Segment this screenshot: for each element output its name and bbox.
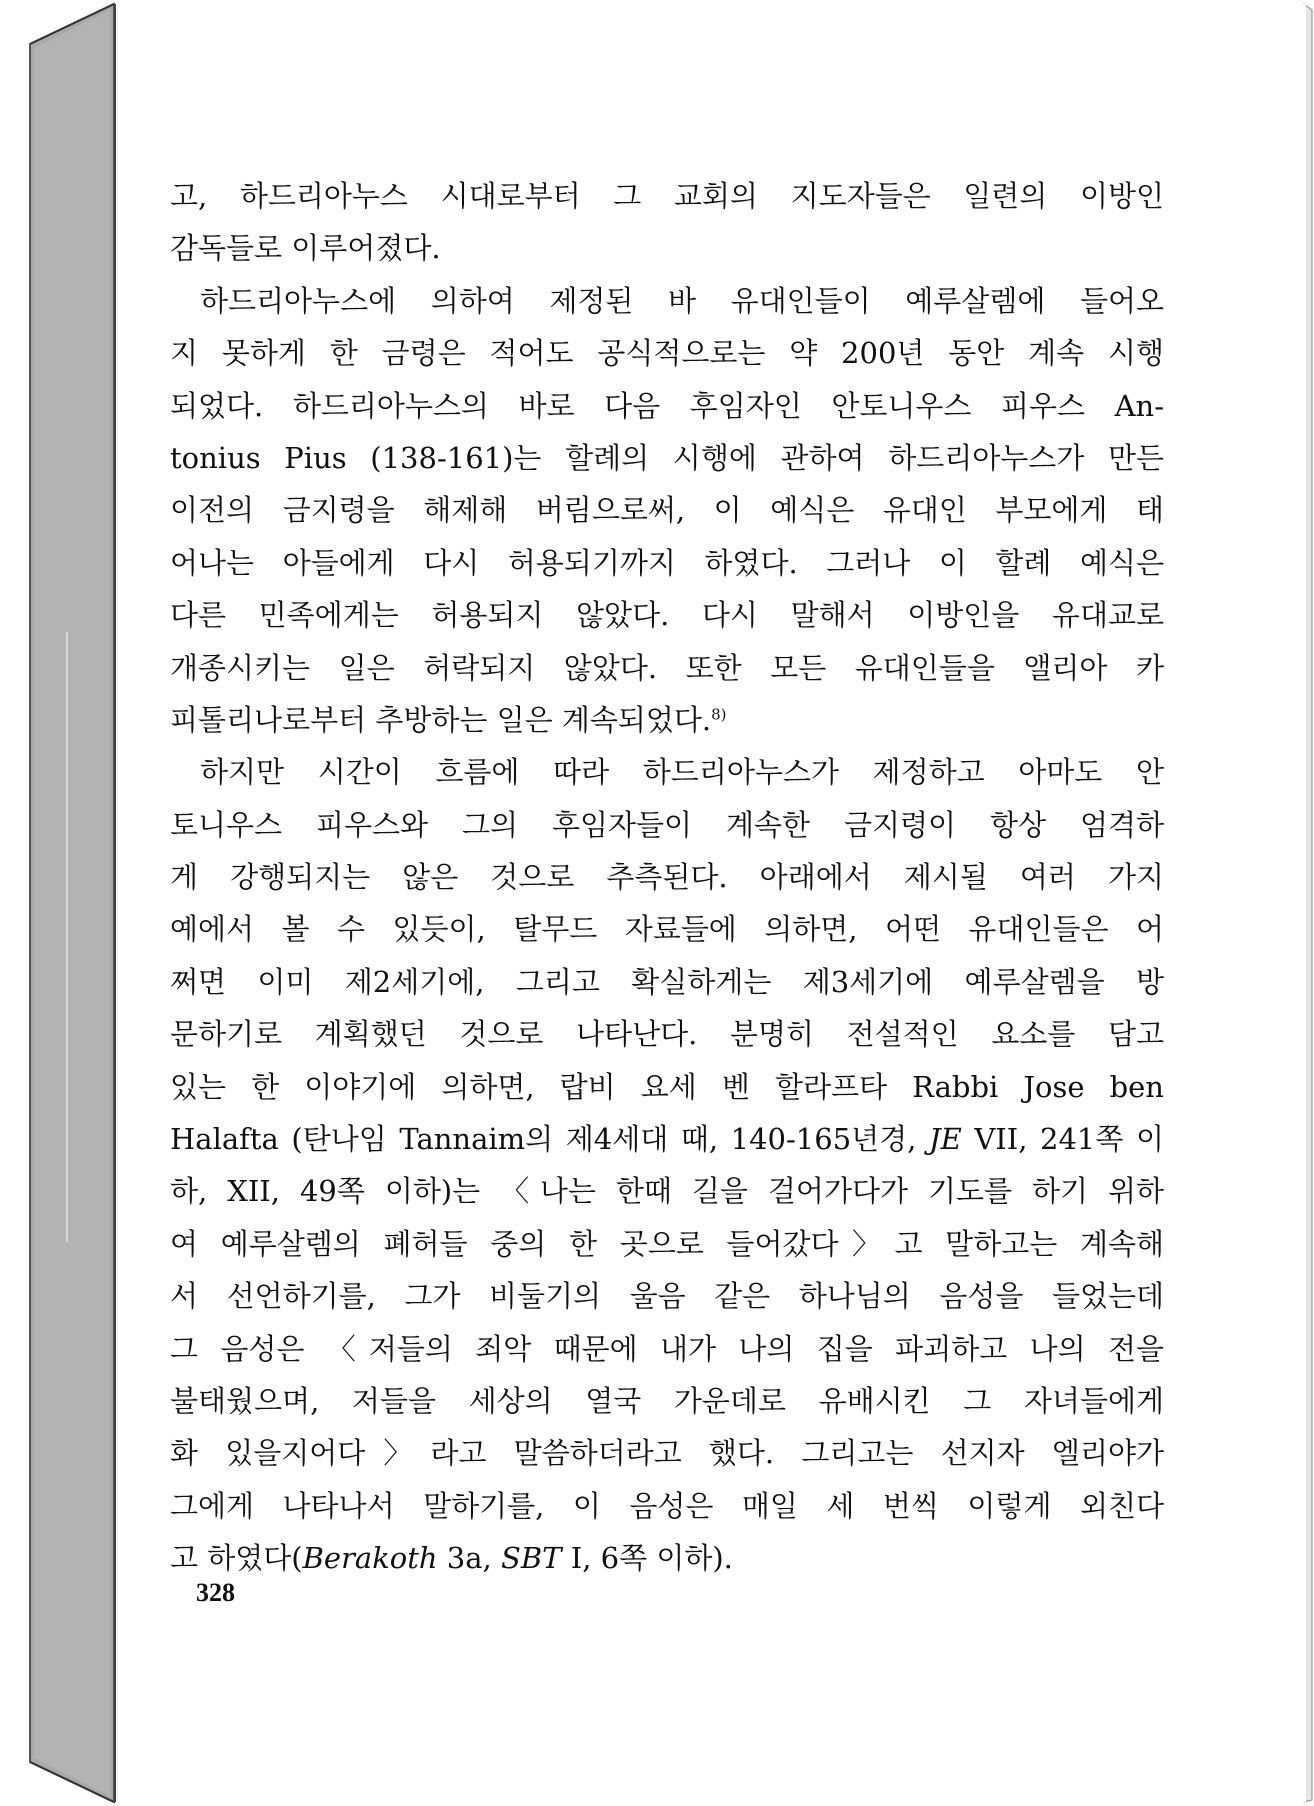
citation-berakoth: Berakoth (302, 1541, 438, 1576)
text-line-21: 여 예루살렘의 폐허들 중의 한 곳으로 들어갔다〉고 말하고는 계속해 (170, 1226, 1164, 1261)
text-line-27 (170, 1532, 1164, 1584)
text-line-1: 고, 하드리아누스 시대로부터 그 교회의 지도자들은 일련의 이방인 (170, 179, 1164, 213)
text-line-19-main: Halafta (탄나임 Tannaim의 제4세대 때, 140-165년경, (170, 1122, 929, 1157)
text-line-27-main: 고 하였다( (170, 1541, 303, 1576)
body-text (170, 170, 1164, 1585)
text-line-20: 하, XII, 49쪽 이하)는 〈나는 한때 길을 걸어가다가 기도를 하기 위하 (170, 1174, 1164, 1209)
text-line-19 (170, 1113, 1164, 1165)
text-line-8: 어나는 아들에게 다시 허용되기까지 하였다. 그러나 이 할례 예식은 (170, 545, 1164, 580)
text-line-11-main: 피톨리나로부터 추방하는 일은 계속되었다. (170, 702, 712, 737)
journal-abbrev-je: JE (928, 1122, 962, 1157)
text-line-14: 게 강행되지는 않은 것으로 추측된다. 아래에서 제시될 여러 가지 (170, 860, 1164, 895)
text-line-4: 지 못하게 한 금령은 적어도 공식적으로는 약 200년 동안 계속 시행 (170, 336, 1164, 371)
text-line-6: tonius Pius (138-161)는 할례의 시행에 관하여 하드리아누스가 만든 (170, 440, 1164, 475)
text-line-16: 쩌면 이미 제2세기에, 그리고 확실하게는 제3세기에 예루살렘을 방 (170, 964, 1164, 999)
text-line-23: 그 음성은 〈저들의 죄악 때문에 내가 나의 집을 파괴하고 나의 전을 (170, 1331, 1164, 1366)
text-line-15: 예에서 볼 수 있듯이, 탈무드 자료들에 의하면, 어떤 유대인들은 어 (170, 912, 1164, 947)
text-line-13: 토니우스 피우스와 그의 후임자들이 계속한 금지령이 항상 엄격하 (170, 807, 1164, 842)
text-line-12: 하지만 시간이 흐름에 따라 하드리아누스가 제정하고 아마도 안 (200, 755, 1164, 790)
spine-crease (66, 632, 68, 1242)
text-line-26: 그에게 나타나서 말하기를, 이 음성은 매일 세 번씩 이렇게 외친다 (170, 1488, 1164, 1523)
text-line-2: 감독들로 이루어졌다. (170, 231, 441, 266)
text-line-5: 되었다. 하드리아누스의 바로 다음 후임자인 안토니우스 피우스 An- (170, 388, 1164, 423)
text-line-18: 있는 한 이야기에 의하면, 랍비 요세 벤 할라프타 Rabbi Jose ben (170, 1069, 1164, 1104)
footnote-marker: 8) (711, 705, 727, 724)
text-line-9: 다른 민족에게는 허용되지 않았다. 다시 말해서 이방인을 유대교로 (170, 598, 1164, 633)
text-line-3: 하드리아누스에 의하여 제정된 바 유대인들이 예루살렘에 들어오 (200, 283, 1164, 318)
text-line-19-tail: VII, 241쪽 이 (961, 1122, 1164, 1157)
citation-sbt: SBT (501, 1541, 562, 1576)
text-line-17: 문하기로 계획했던 것으로 나타난다. 분명히 전설적인 요소를 담고 (170, 1017, 1164, 1052)
text-line-22: 서 선언하기를, 그가 비둘기의 울음 같은 하나님의 음성을 들었는데 (170, 1279, 1164, 1314)
citation-mid: 3a, (437, 1541, 501, 1576)
text-line-7: 이전의 금지령을 해제해 버림으로써, 이 예식은 유대인 부모에게 태 (170, 493, 1164, 528)
text-line-25: 화 있을지어다〉라고 말씀하더라고 했다. 그리고는 선지자 엘리야가 (170, 1436, 1164, 1471)
text-line-24: 불태웠으며, 저들을 세상의 열국 가운데로 유배시킨 그 자녀들에게 (170, 1383, 1164, 1418)
citation-tail: I, 6쪽 이하). (561, 1541, 733, 1576)
page-number: 328 (196, 1578, 235, 1607)
text-line-11 (170, 694, 1164, 746)
text-line-10: 개종시키는 일은 허락되지 않았다. 또한 모든 유대인들을 앨리아 카 (170, 650, 1164, 685)
